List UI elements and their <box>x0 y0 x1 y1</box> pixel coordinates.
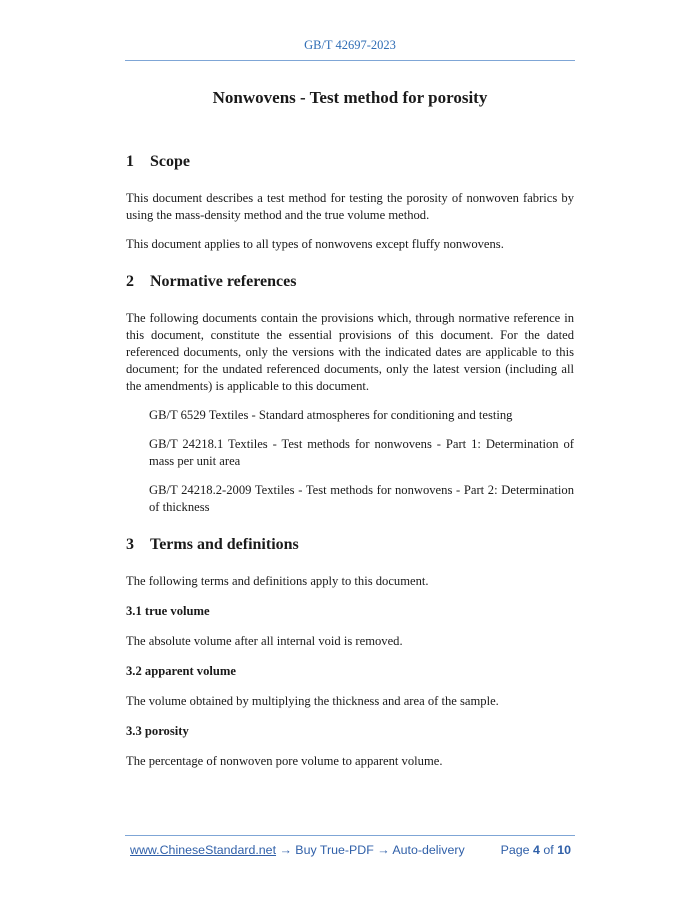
section-heading-scope <box>126 151 574 173</box>
of-label: of <box>543 843 554 857</box>
document-body <box>126 151 574 770</box>
page-footer <box>126 843 575 861</box>
section-title: Terms and definitions <box>150 536 299 553</box>
reference-item: GB/T 24218.1 Textiles - Test methods for nonwovens - Part 1: Determination of mass per unit area <box>149 437 574 468</box>
footer-rule <box>125 835 575 836</box>
term-heading: 3.2 apparent volume <box>126 664 236 678</box>
section-title: Normative references <box>150 273 297 290</box>
section-number: 1 <box>126 153 134 170</box>
page-indicator <box>501 843 571 857</box>
term-definition: The absolute volume after all internal void is removed. <box>126 634 403 648</box>
term-definition: The percentage of nonwoven pore volume to apparent volume. <box>126 754 443 768</box>
section-heading-terms-and-definitions <box>126 534 574 556</box>
site-link[interactable]: www.ChineseStandard.net <box>130 843 277 857</box>
scope-paragraph-2: This document applies to all types of nonwovens except fluffy nonwovens. <box>126 237 504 251</box>
reference-item: GB/T 6529 Textiles - Standard atmospheres for conditioning and testing <box>149 408 513 422</box>
term-definition: The volume obtained by multiplying the thickness and area of the sample. <box>126 694 499 708</box>
document-code: GB/T 42697-2023 <box>304 38 396 52</box>
scope-paragraph-1: This document describes a test method for testing the porosity of nonwoven fabrics by using the mass-density method and the true volume method. <box>126 191 574 222</box>
document-title: Nonwovens - Test method for porosity <box>212 88 488 107</box>
section-number: 3 <box>126 536 134 553</box>
header-rule <box>125 60 575 61</box>
terms-intro-paragraph: The following terms and definitions apply to this document. <box>126 574 429 588</box>
current-page-number: 4 <box>533 843 540 857</box>
section-number: 2 <box>126 273 134 290</box>
page-label: Page <box>500 843 530 857</box>
section-heading-normative-references <box>126 271 574 293</box>
total-pages: 10 <box>557 843 571 857</box>
term-heading: 3.3 porosity <box>126 724 189 738</box>
normative-intro-paragraph: The following documents contain the provisions which, through normative reference in this document, constitute the essential provisions of this document. For the dated referenced documents, only the versions with the indicated dates are applicable to this document; for the undated referenced documents, only the latest version (including all the amendments) is applicable to this document. <box>126 311 574 393</box>
footer-link-group <box>130 843 465 857</box>
term-heading: 3.1 true volume <box>126 604 210 618</box>
reference-item: GB/T 24218.2-2009 Textiles - Test methods for nonwovens - Part 2: Determination of thickness <box>149 483 574 514</box>
purchase-link[interactable]: → Buy True-PDF → Auto-delivery <box>276 843 465 857</box>
section-title: Scope <box>150 153 190 170</box>
